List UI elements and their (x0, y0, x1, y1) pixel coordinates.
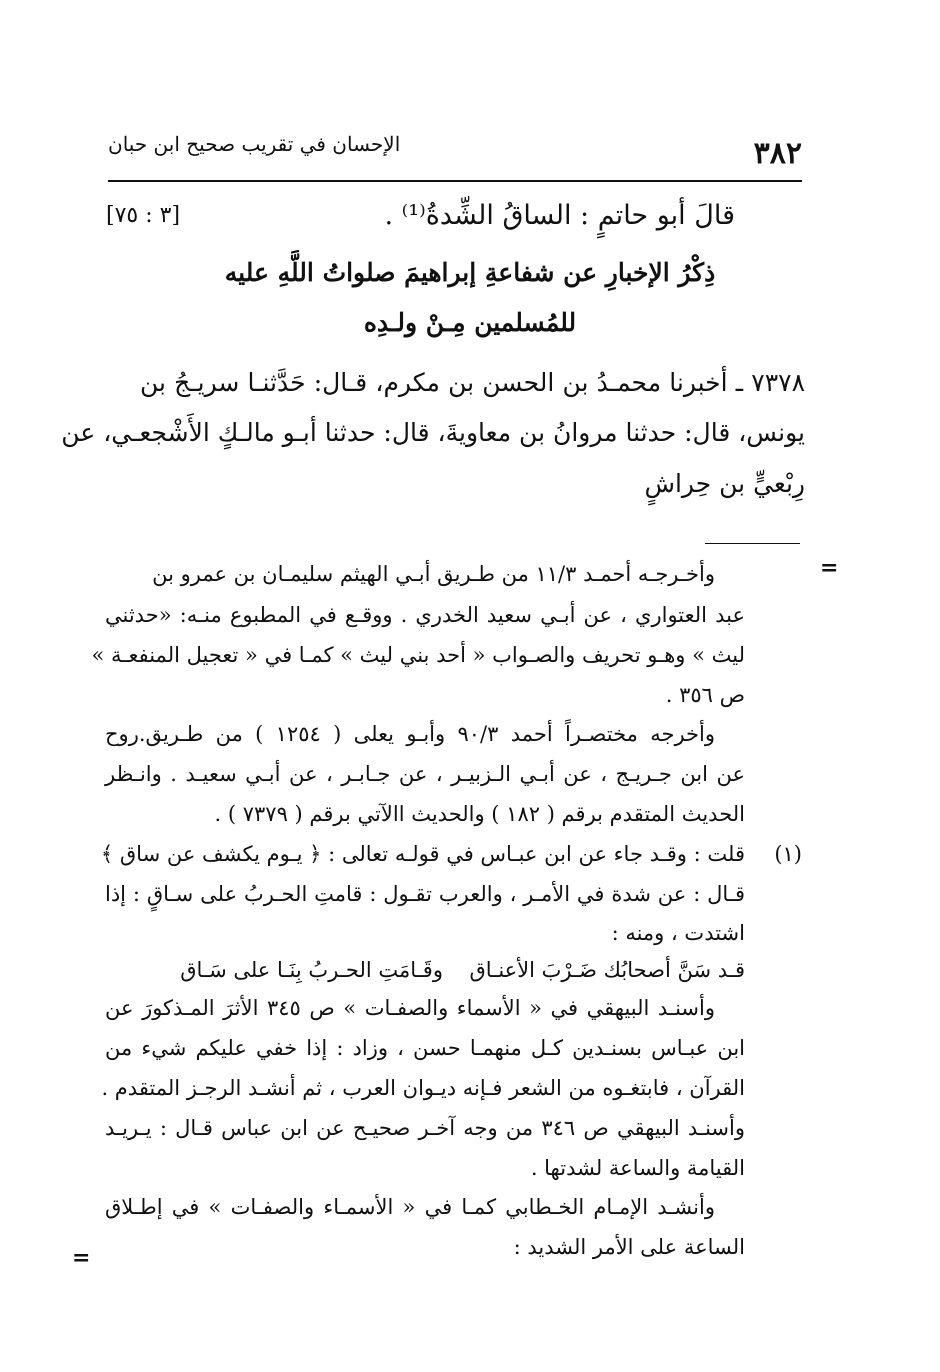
footnote-line: القرآن ، فابتغـوه من الشعر فـإنه ديـوان العرب ، ثم أنشـد الرجـز المتقدم . (101, 1076, 745, 1100)
continuation-mark: = (820, 555, 839, 581)
volume-reference: [٣ : ٧٥] (106, 203, 181, 228)
hadith-line: يونس، قال: حدثنا مروانُ بن معاويةَ، قال: حدثنا أبـو مالـكٍ الأَشْجعـي، عن (61, 418, 805, 447)
commentary-line: قالَ أبو حاتمٍ : الساقُ الشِّدةُ⁽¹⁾ . (384, 200, 735, 231)
continuation-mark: = (72, 1245, 91, 1271)
footnote-line: وأخرجه مختصـراً أحمد ٩٠/٣ وأبـو يعلى ( ١٢٥٤ ) من طـريق.روح (105, 722, 715, 746)
verse-hemistich-a: قـد سَنَّ أصحابُك ضَـرْبَ الأعنـاق (469, 958, 745, 982)
header-rule (108, 180, 802, 182)
section-heading-line2: للمُسلمين مِـنْ ولـدِه (363, 308, 577, 337)
page-number: ٣٨٢ (753, 136, 802, 171)
footnote-line: وأسنـد البيهقي في « الأسماء والصفـات » ص ٣٤٥ الأثرَ المـذكورَ عن (105, 996, 715, 1020)
page-header (108, 128, 802, 178)
section-heading-line1: ذِكْرُ الإخبارِ عن شفاعةِ إبراهيمَ صلواتُ اللَّهِ عليه (224, 258, 716, 287)
running-title: الإحسان في تقريب صحيح ابن حبان (108, 132, 401, 156)
footnote-line: الساعة على الأمر الشديد : (513, 1235, 745, 1259)
footnote-line: وأسنـد البيهقي ص ٣٤٦ من وجه آخـر صحيـح عن ابن عباس قـال : يـريـد (105, 1116, 745, 1140)
footnote-line: عبد العتواري ، عن أبـي سعيد الخدري . ووقـع في المطبوع منـه: «حدثني (105, 603, 745, 627)
footnote-line: قلت : وقـد جاء عن ابن عبـاس في قولـه تعالى : ﴿ يـوم يكشف عن ساق ﴾ (100, 842, 745, 866)
footnote-line: ليث » وهـو تحريف والصـواب « أحد بني ليث » كمـا في « تعجيل المنفعـة » (91, 643, 745, 667)
hadith-line: ٧٣٧٨ ـ أخبرنا محمـدُ بن الحسن بن مكرم، قـال: حَدَّثنـا سريـجُ بن (140, 368, 805, 397)
footnote-line: عن ابن جـريـج ، عن أبـي الـزبيـر ، عن جـابـر ، عن أبـي سعيـد . وانـظر (105, 762, 745, 786)
footnote-line: قـال : عن شدة في الأمـر ، والعرب تقـول : قامتِ الحـربُ على سـاقٍ : إذا (105, 882, 745, 906)
footnote-line: ص ٣٥٦ . (665, 683, 745, 707)
footnote-line: اشتدت ، ومنه : (611, 921, 745, 945)
footnote-number: (١) (774, 842, 802, 866)
footnote-separator (705, 543, 800, 544)
hadith-line: رِبْعيٍّ بن حِراشٍ (644, 469, 805, 498)
footnote-line: القيامة والساعة لشدتها . (530, 1156, 745, 1180)
footnote-line: ابن عبـاس بسنـدين كـل منهمـا حسن ، وزاد : إذا خفي عليكم شيء من (105, 1036, 745, 1060)
footnote-line: الحديث المتقدم برقم ( ١٨٢ ) والحديث االآتي برقم ( ٧٣٧٩ ) . (214, 802, 745, 826)
footnote-line: وأخـرجـه أحمـد ١١/٣ من طـريق أبـي الهيثم سليمـان بن عمرو بن (152, 562, 715, 586)
verse-hemistich-b: وقَـامَتِ الحـربُ بِنَـا على سَـاق (180, 958, 443, 982)
footnote-line: وأنشـد الإمـام الخـطابي كمـا في « الأسمـاء والصفـات » في إطـلاق (105, 1195, 715, 1219)
